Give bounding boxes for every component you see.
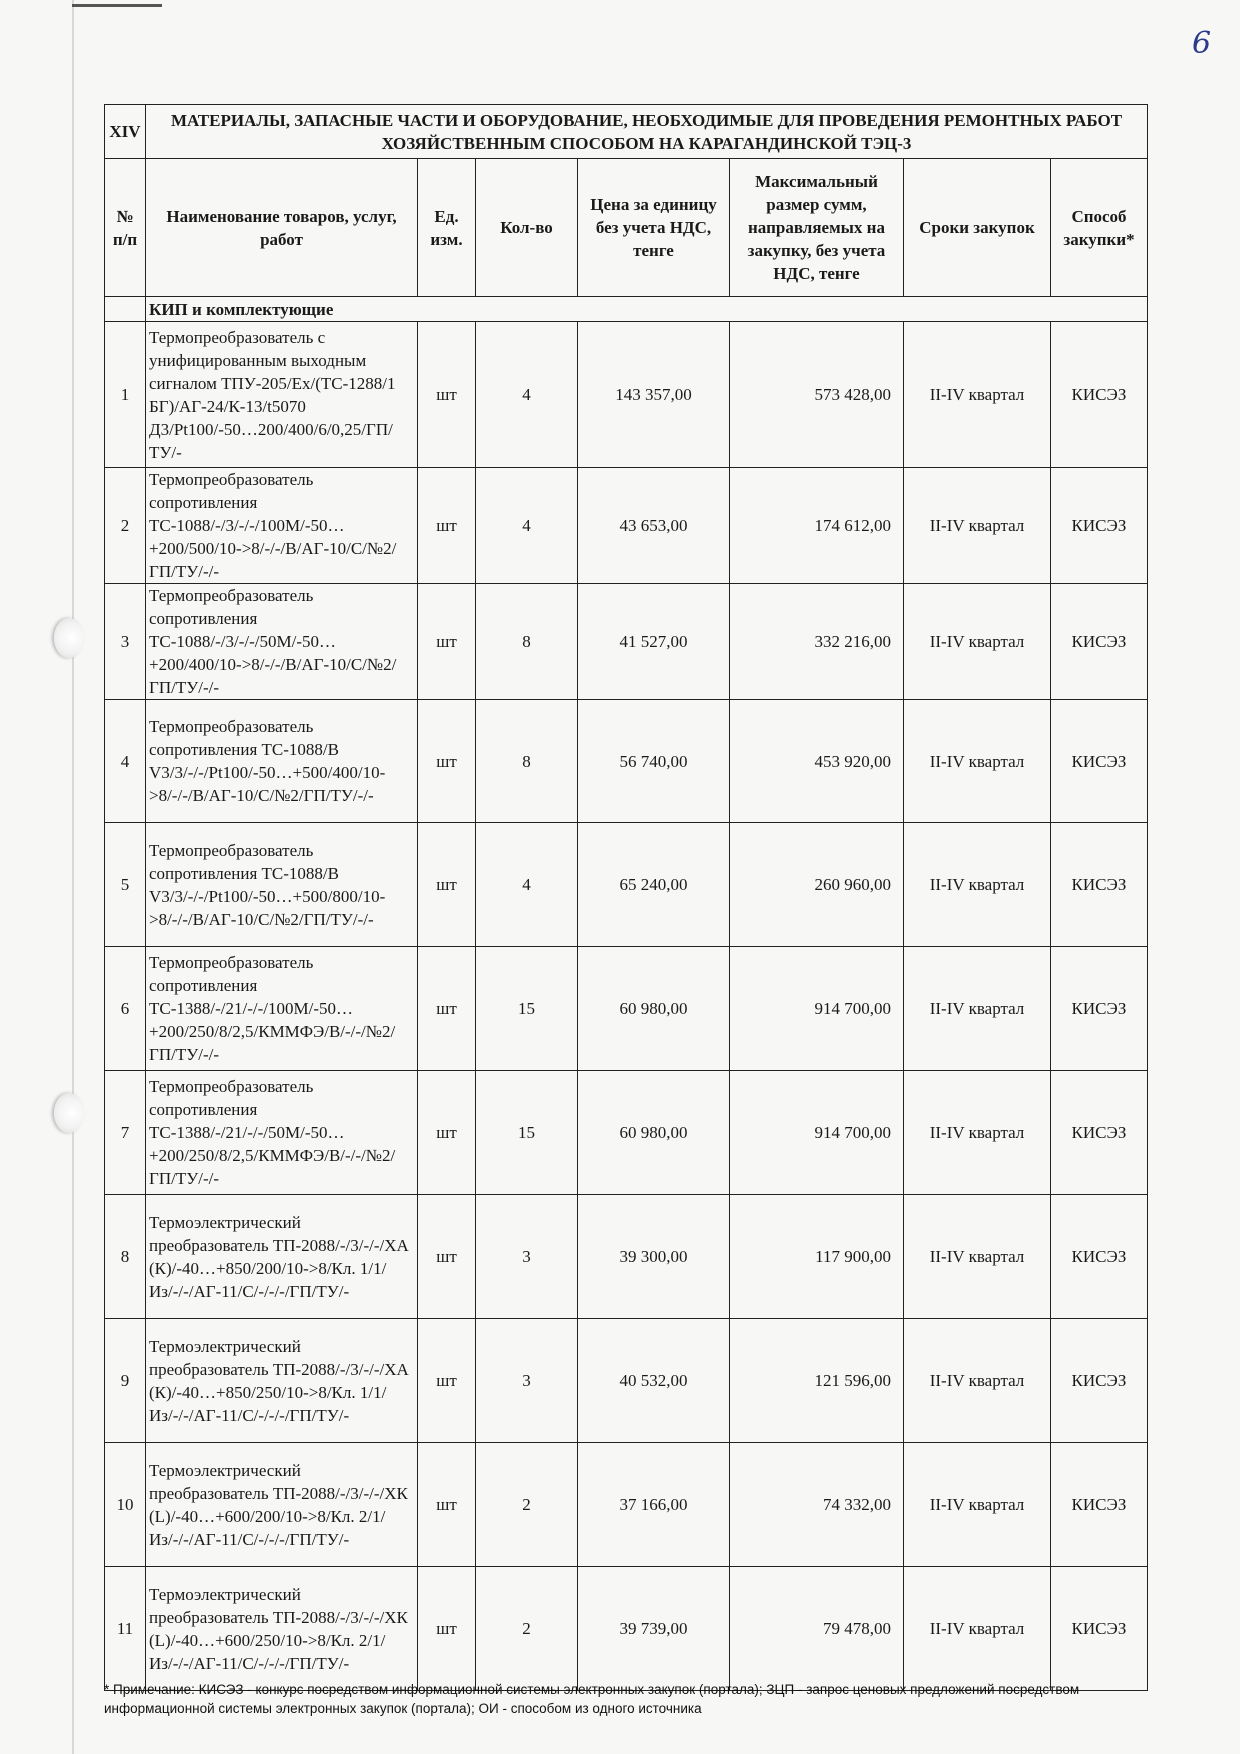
row-number: 6 <box>105 947 146 1071</box>
row-number: 5 <box>105 823 146 947</box>
item-unit: шт <box>418 1071 476 1195</box>
header-qty: Кол-во <box>476 159 578 297</box>
row-number: 9 <box>105 1319 146 1443</box>
section-header-row <box>105 105 1148 159</box>
row-number: 7 <box>105 1071 146 1195</box>
item-max-sum: 74 332,00 <box>730 1443 904 1567</box>
item-quantity: 15 <box>476 947 578 1071</box>
item-name: Термоэлектрический преобразователь ТП-2088/-/3/-/-/ХК (L)/-40…+600/200/10->8/Кл. 2/1/Из/-/-/АГ-11/С/-/-/-/ГП/ТУ/- <box>146 1443 418 1567</box>
page-edge <box>72 0 74 1754</box>
item-max-sum: 332 216,00 <box>730 584 904 700</box>
table-row <box>105 1443 1148 1567</box>
item-unit: шт <box>418 947 476 1071</box>
table-row <box>105 947 1148 1071</box>
item-term: II-IV квартал <box>904 823 1051 947</box>
item-unit: шт <box>418 1567 476 1691</box>
item-method: КИСЭЗ <box>1051 1319 1148 1443</box>
item-unit: шт <box>418 823 476 947</box>
item-unit-price: 39 300,00 <box>578 1195 730 1319</box>
item-unit-price: 56 740,00 <box>578 700 730 823</box>
punch-hole <box>54 618 84 658</box>
item-name: Термопреобразователь сопротивления ТС-1388/-/21/-/-/100М/-50…+200/250/8/2,5/КММФЭ/В/-/-/№2/ГП/ТУ/-/- <box>146 947 418 1071</box>
item-name: Термоэлектрический преобразователь ТП-2088/-/3/-/-/ХК (L)/-40…+600/250/10->8/Кл. 2/1/Из/-/-/АГ-11/С/-/-/-/ГП/ТУ/- <box>146 1567 418 1691</box>
item-term: II-IV квартал <box>904 468 1051 584</box>
item-method: КИСЭЗ <box>1051 468 1148 584</box>
item-max-sum: 573 428,00 <box>730 322 904 468</box>
item-quantity: 2 <box>476 1443 578 1567</box>
item-term: II-IV квартал <box>904 1443 1051 1567</box>
item-max-sum: 453 920,00 <box>730 700 904 823</box>
item-quantity: 3 <box>476 1195 578 1319</box>
header-unit: Ед. изм. <box>418 159 476 297</box>
item-max-sum: 260 960,00 <box>730 823 904 947</box>
item-quantity: 4 <box>476 823 578 947</box>
table-row <box>105 823 1148 947</box>
item-unit: шт <box>418 322 476 468</box>
item-method: КИСЭЗ <box>1051 322 1148 468</box>
item-quantity: 8 <box>476 700 578 823</box>
table-row <box>105 1071 1148 1195</box>
header-term: Сроки закупок <box>904 159 1051 297</box>
item-name: Термоэлектрический преобразователь ТП-2088/-/3/-/-/ХА (К)/-40…+850/200/10->8/Кл. 1/1/Из/-/-/АГ-11/С/-/-/-/ГП/ТУ/- <box>146 1195 418 1319</box>
table-row <box>105 1567 1148 1691</box>
item-quantity: 8 <box>476 584 578 700</box>
item-max-sum: 914 700,00 <box>730 1071 904 1195</box>
item-term: II-IV квартал <box>904 1071 1051 1195</box>
punch-hole <box>54 1093 84 1133</box>
header-num: № п/п <box>105 159 146 297</box>
table-row <box>105 1195 1148 1319</box>
group-title: КИП и комплектующие <box>146 297 1148 322</box>
item-quantity: 15 <box>476 1071 578 1195</box>
item-method: КИСЭЗ <box>1051 584 1148 700</box>
item-name: Термопреобразователь сопротивления ТС-1088/-/3/-/-/50М/-50…+200/400/10->8/-/-/В/АГ-10/С/№2/ГП/ТУ/-/- <box>146 584 418 700</box>
item-unit-price: 143 357,00 <box>578 322 730 468</box>
table-row <box>105 322 1148 468</box>
row-number: 11 <box>105 1567 146 1691</box>
section-title: МАТЕРИАЛЫ, ЗАПАСНЫЕ ЧАСТИ И ОБОРУДОВАНИЕ, НЕОБХОДИМЫЕ ДЛЯ ПРОВЕДЕНИЯ РЕМОНТНЫХ РАБОТ ХОЗЯЙСТВЕННЫМ СПОСОБОМ НА КАРАГАНДИНСКОЙ ТЭЦ-3 <box>146 105 1148 159</box>
group-row <box>105 297 1148 322</box>
item-term: II-IV квартал <box>904 1195 1051 1319</box>
header-method: Способ закупки* <box>1051 159 1148 297</box>
item-unit-price: 41 527,00 <box>578 584 730 700</box>
item-method: КИСЭЗ <box>1051 1195 1148 1319</box>
item-term: II-IV квартал <box>904 322 1051 468</box>
section-number: XIV <box>105 105 146 159</box>
item-max-sum: 117 900,00 <box>730 1195 904 1319</box>
row-number: 2 <box>105 468 146 584</box>
item-term: II-IV квартал <box>904 700 1051 823</box>
table-row <box>105 584 1148 700</box>
row-number: 8 <box>105 1195 146 1319</box>
item-name: Термопреобразователь с унифицированным выходным сигналом ТПУ-205/Ex/(ТС-1288/1 БГ)/АГ-24/К-13/t5070 Д3/Pt100/-50…200/400/6/0,25/ГП/ТУ/- <box>146 322 418 468</box>
row-number: 4 <box>105 700 146 823</box>
item-max-sum: 914 700,00 <box>730 947 904 1071</box>
procurement-table <box>104 104 1148 1691</box>
item-name: Термопреобразователь сопротивления ТС-1088/-/3/-/-/100М/-50…+200/500/10->8/-/-/В/АГ-10/С/№2/ГП/ТУ/-/- <box>146 468 418 584</box>
item-quantity: 2 <box>476 1567 578 1691</box>
item-max-sum: 79 478,00 <box>730 1567 904 1691</box>
header-max-sum: Максимальный размер сумм, направляемых на закупку, без учета НДС, тенге <box>730 159 904 297</box>
row-number: 1 <box>105 322 146 468</box>
item-quantity: 3 <box>476 1319 578 1443</box>
item-term: II-IV квартал <box>904 584 1051 700</box>
item-name: Термопреобразователь сопротивления ТС-1088/В V3/3/-/-/Pt100/-50…+500/400/10->8/-/-/В/АГ-10/С/№2/ГП/ТУ/-/- <box>146 700 418 823</box>
item-unit-price: 60 980,00 <box>578 1071 730 1195</box>
item-term: II-IV квартал <box>904 947 1051 1071</box>
item-unit-price: 60 980,00 <box>578 947 730 1071</box>
footnote: * Примечание: КИСЭЗ - конкурс посредством информационной системы электронных закупок (портала); ЗЦП - запрос ценовых предложений посредством информационной системы электронных закупок (портала); ОИ - способом из одного источника <box>104 1682 1080 1716</box>
item-max-sum: 174 612,00 <box>730 468 904 584</box>
item-unit-price: 37 166,00 <box>578 1443 730 1567</box>
header-price: Цена за единицу без учета НДС, тенге <box>578 159 730 297</box>
item-unit: шт <box>418 1195 476 1319</box>
header-name: Наименование товаров, услуг, работ <box>146 159 418 297</box>
table-row <box>105 1319 1148 1443</box>
item-method: КИСЭЗ <box>1051 700 1148 823</box>
item-quantity: 4 <box>476 322 578 468</box>
item-method: КИСЭЗ <box>1051 1443 1148 1567</box>
item-unit-price: 43 653,00 <box>578 468 730 584</box>
item-unit-price: 39 739,00 <box>578 1567 730 1691</box>
item-method: КИСЭЗ <box>1051 1567 1148 1691</box>
item-unit: шт <box>418 1443 476 1567</box>
item-unit: шт <box>418 584 476 700</box>
item-unit: шт <box>418 700 476 823</box>
item-method: КИСЭЗ <box>1051 1071 1148 1195</box>
row-number: 10 <box>105 1443 146 1567</box>
item-unit-price: 65 240,00 <box>578 823 730 947</box>
table-row <box>105 468 1148 584</box>
item-name: Термопреобразователь сопротивления ТС-1088/В V3/3/-/-/Pt100/-50…+500/800/10->8/-/-/В/АГ-10/С/№2/ГП/ТУ/-/- <box>146 823 418 947</box>
item-term: II-IV квартал <box>904 1319 1051 1443</box>
item-term: II-IV квартал <box>904 1567 1051 1691</box>
item-method: КИСЭЗ <box>1051 823 1148 947</box>
item-name: Термопреобразователь сопротивления ТС-1388/-/21/-/-/50М/-50…+200/250/8/2,5/КММФЭ/В/-/-/№2/ГП/ТУ/-/- <box>146 1071 418 1195</box>
item-unit: шт <box>418 468 476 584</box>
item-unit: шт <box>418 1319 476 1443</box>
item-quantity: 4 <box>476 468 578 584</box>
page-number: 6 <box>1192 26 1212 61</box>
item-max-sum: 121 596,00 <box>730 1319 904 1443</box>
page-edge-mark <box>72 4 162 7</box>
item-method: КИСЭЗ <box>1051 947 1148 1071</box>
item-unit-price: 40 532,00 <box>578 1319 730 1443</box>
row-number: 3 <box>105 584 146 700</box>
item-name: Термоэлектрический преобразователь ТП-2088/-/3/-/-/ХА (К)/-40…+850/250/10->8/Кл. 1/1/Из/-/-/АГ-11/С/-/-/-/ГП/ТУ/- <box>146 1319 418 1443</box>
table-row <box>105 700 1148 823</box>
column-header-row <box>105 159 1148 297</box>
group-spacer <box>105 297 146 322</box>
